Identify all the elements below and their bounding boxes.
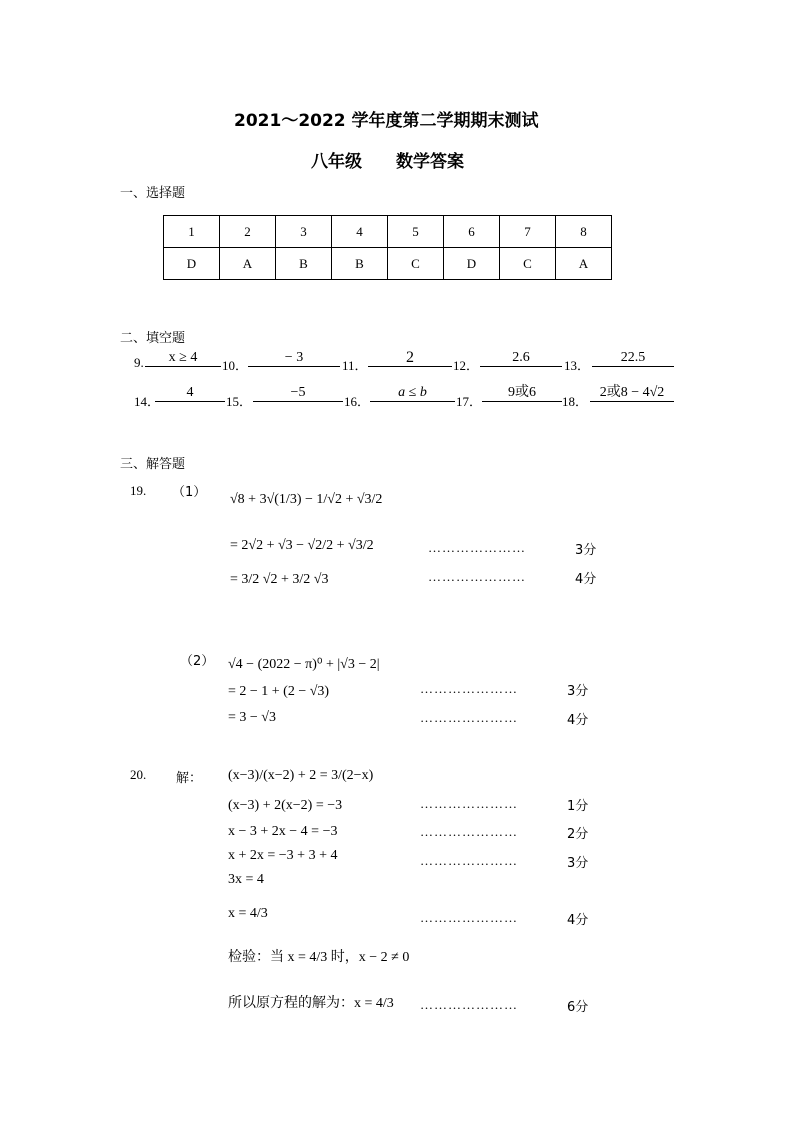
question-number-cell: 5 (388, 216, 444, 248)
score-label: 4分 (575, 572, 597, 587)
fill-number: 14． (134, 394, 161, 409)
fill-answer: 22.5 (592, 350, 674, 367)
fill-answer: 9或6 (482, 385, 562, 402)
answer-cell: C (500, 248, 556, 280)
answer-cell: D (164, 248, 220, 280)
section-2-heading: 二、填空题 (120, 331, 186, 346)
answer-cell: C (388, 248, 444, 280)
answer-cell: D (444, 248, 500, 280)
table-row (164, 216, 612, 248)
score-label: 2分 (567, 827, 589, 842)
q19-p2-line2: = 2 − 1 + (2 − √3) (228, 684, 330, 699)
score-label: 6分 (567, 1000, 589, 1015)
fill-answer: 2 (368, 350, 452, 367)
q19-p2-line3: = 3 − √3 (228, 710, 276, 725)
fill-number: 18． (562, 394, 589, 409)
q20-line4: x + 2x = −3 + 3 + 4 (228, 848, 338, 863)
score-label: 3分 (567, 856, 589, 871)
fill-answer: a ≤ b (370, 385, 455, 402)
fill-answer: 4 (155, 385, 225, 402)
q20-line3: x − 3 + 2x − 4 = −3 (228, 824, 338, 839)
page-title: 2021～2022 学年度第二学期期末测试 (234, 111, 539, 131)
question-19-number: 19. (130, 483, 147, 498)
q20-line1: (x−3)/(x−2) + 2 = 3/(2−x) (228, 768, 374, 783)
score-leader: ………………… (428, 569, 526, 584)
score-leader: ………………… (420, 853, 518, 868)
question-number-cell: 2 (220, 216, 276, 248)
q19-p1-line1: √8 + 3√(1/3) − 1/√2 + √3/2 (230, 492, 383, 507)
fill-number: 17． (456, 394, 483, 409)
fill-answer: −5 (253, 385, 343, 402)
fill-number: 15． (226, 394, 253, 409)
fill-number: 16． (344, 394, 371, 409)
question-number-cell: 3 (276, 216, 332, 248)
score-leader: ………………… (420, 910, 518, 925)
score-label: 1分 (567, 799, 589, 814)
question-number-cell: 6 (444, 216, 500, 248)
question-number-cell: 4 (332, 216, 388, 248)
score-leader: ………………… (420, 710, 518, 725)
score-leader: ………………… (420, 997, 518, 1012)
fill-number: 13． (564, 358, 591, 373)
fill-number: 11． (342, 358, 368, 373)
answer-cell: A (220, 248, 276, 280)
question-20-number: 20. (130, 767, 147, 782)
score-leader: ………………… (420, 796, 518, 811)
q20-line2: (x−3) + 2(x−2) = −3 (228, 798, 343, 813)
q19-p1-line2: = 2√2 + √3 − √2/2 + √3/2 (230, 538, 374, 553)
score-label: 3分 (575, 543, 597, 558)
score-leader: ………………… (420, 681, 518, 696)
q20-line5: 3x = 4 (228, 872, 264, 887)
question-20-label: 解： (176, 771, 203, 786)
question-19-part2-label: （2） (180, 654, 215, 669)
q19-p2-line1: √4 − (2022 − π)⁰ + |√3 − 2| (228, 657, 380, 672)
question-number-cell: 8 (556, 216, 612, 248)
page-subtitle: 八年级 数学答案 (311, 152, 464, 172)
question-number-cell: 7 (500, 216, 556, 248)
fill-number: 12． (453, 358, 480, 373)
table-row (164, 248, 612, 280)
score-leader: ………………… (428, 540, 526, 555)
answer-cell: B (332, 248, 388, 280)
question-number-cell: 1 (164, 216, 220, 248)
score-label: 4分 (567, 713, 589, 728)
score-label: 3分 (567, 684, 589, 699)
answer-cell: B (276, 248, 332, 280)
q20-solution-line: 所以原方程的解为：x = 4/3 (228, 996, 394, 1011)
q19-p1-line3: = 3/2 √2 + 3/2 √3 (230, 572, 329, 587)
q20-check-line: 检验：当 x = 4/3 时，x − 2 ≠ 0 (228, 950, 410, 965)
score-leader: ………………… (420, 824, 518, 839)
q20-line6: x = 4/3 (228, 906, 268, 921)
fill-answer: 2或8 − 4√2 (590, 385, 674, 402)
answer-cell: A (556, 248, 612, 280)
question-19-part1-label: （1） (172, 485, 207, 500)
choice-answer-table (163, 215, 612, 280)
section-3-heading: 三、解答题 (120, 457, 186, 472)
fill-answer: 2.6 (480, 350, 562, 367)
fill-number: 9. (134, 355, 144, 370)
fill-answer: − 3 (248, 350, 340, 367)
section-1-heading: 一、选择题 (120, 186, 186, 201)
score-label: 4分 (567, 913, 589, 928)
fill-number: 10． (222, 358, 249, 373)
fill-answer: x ≥ 4 (145, 350, 221, 367)
